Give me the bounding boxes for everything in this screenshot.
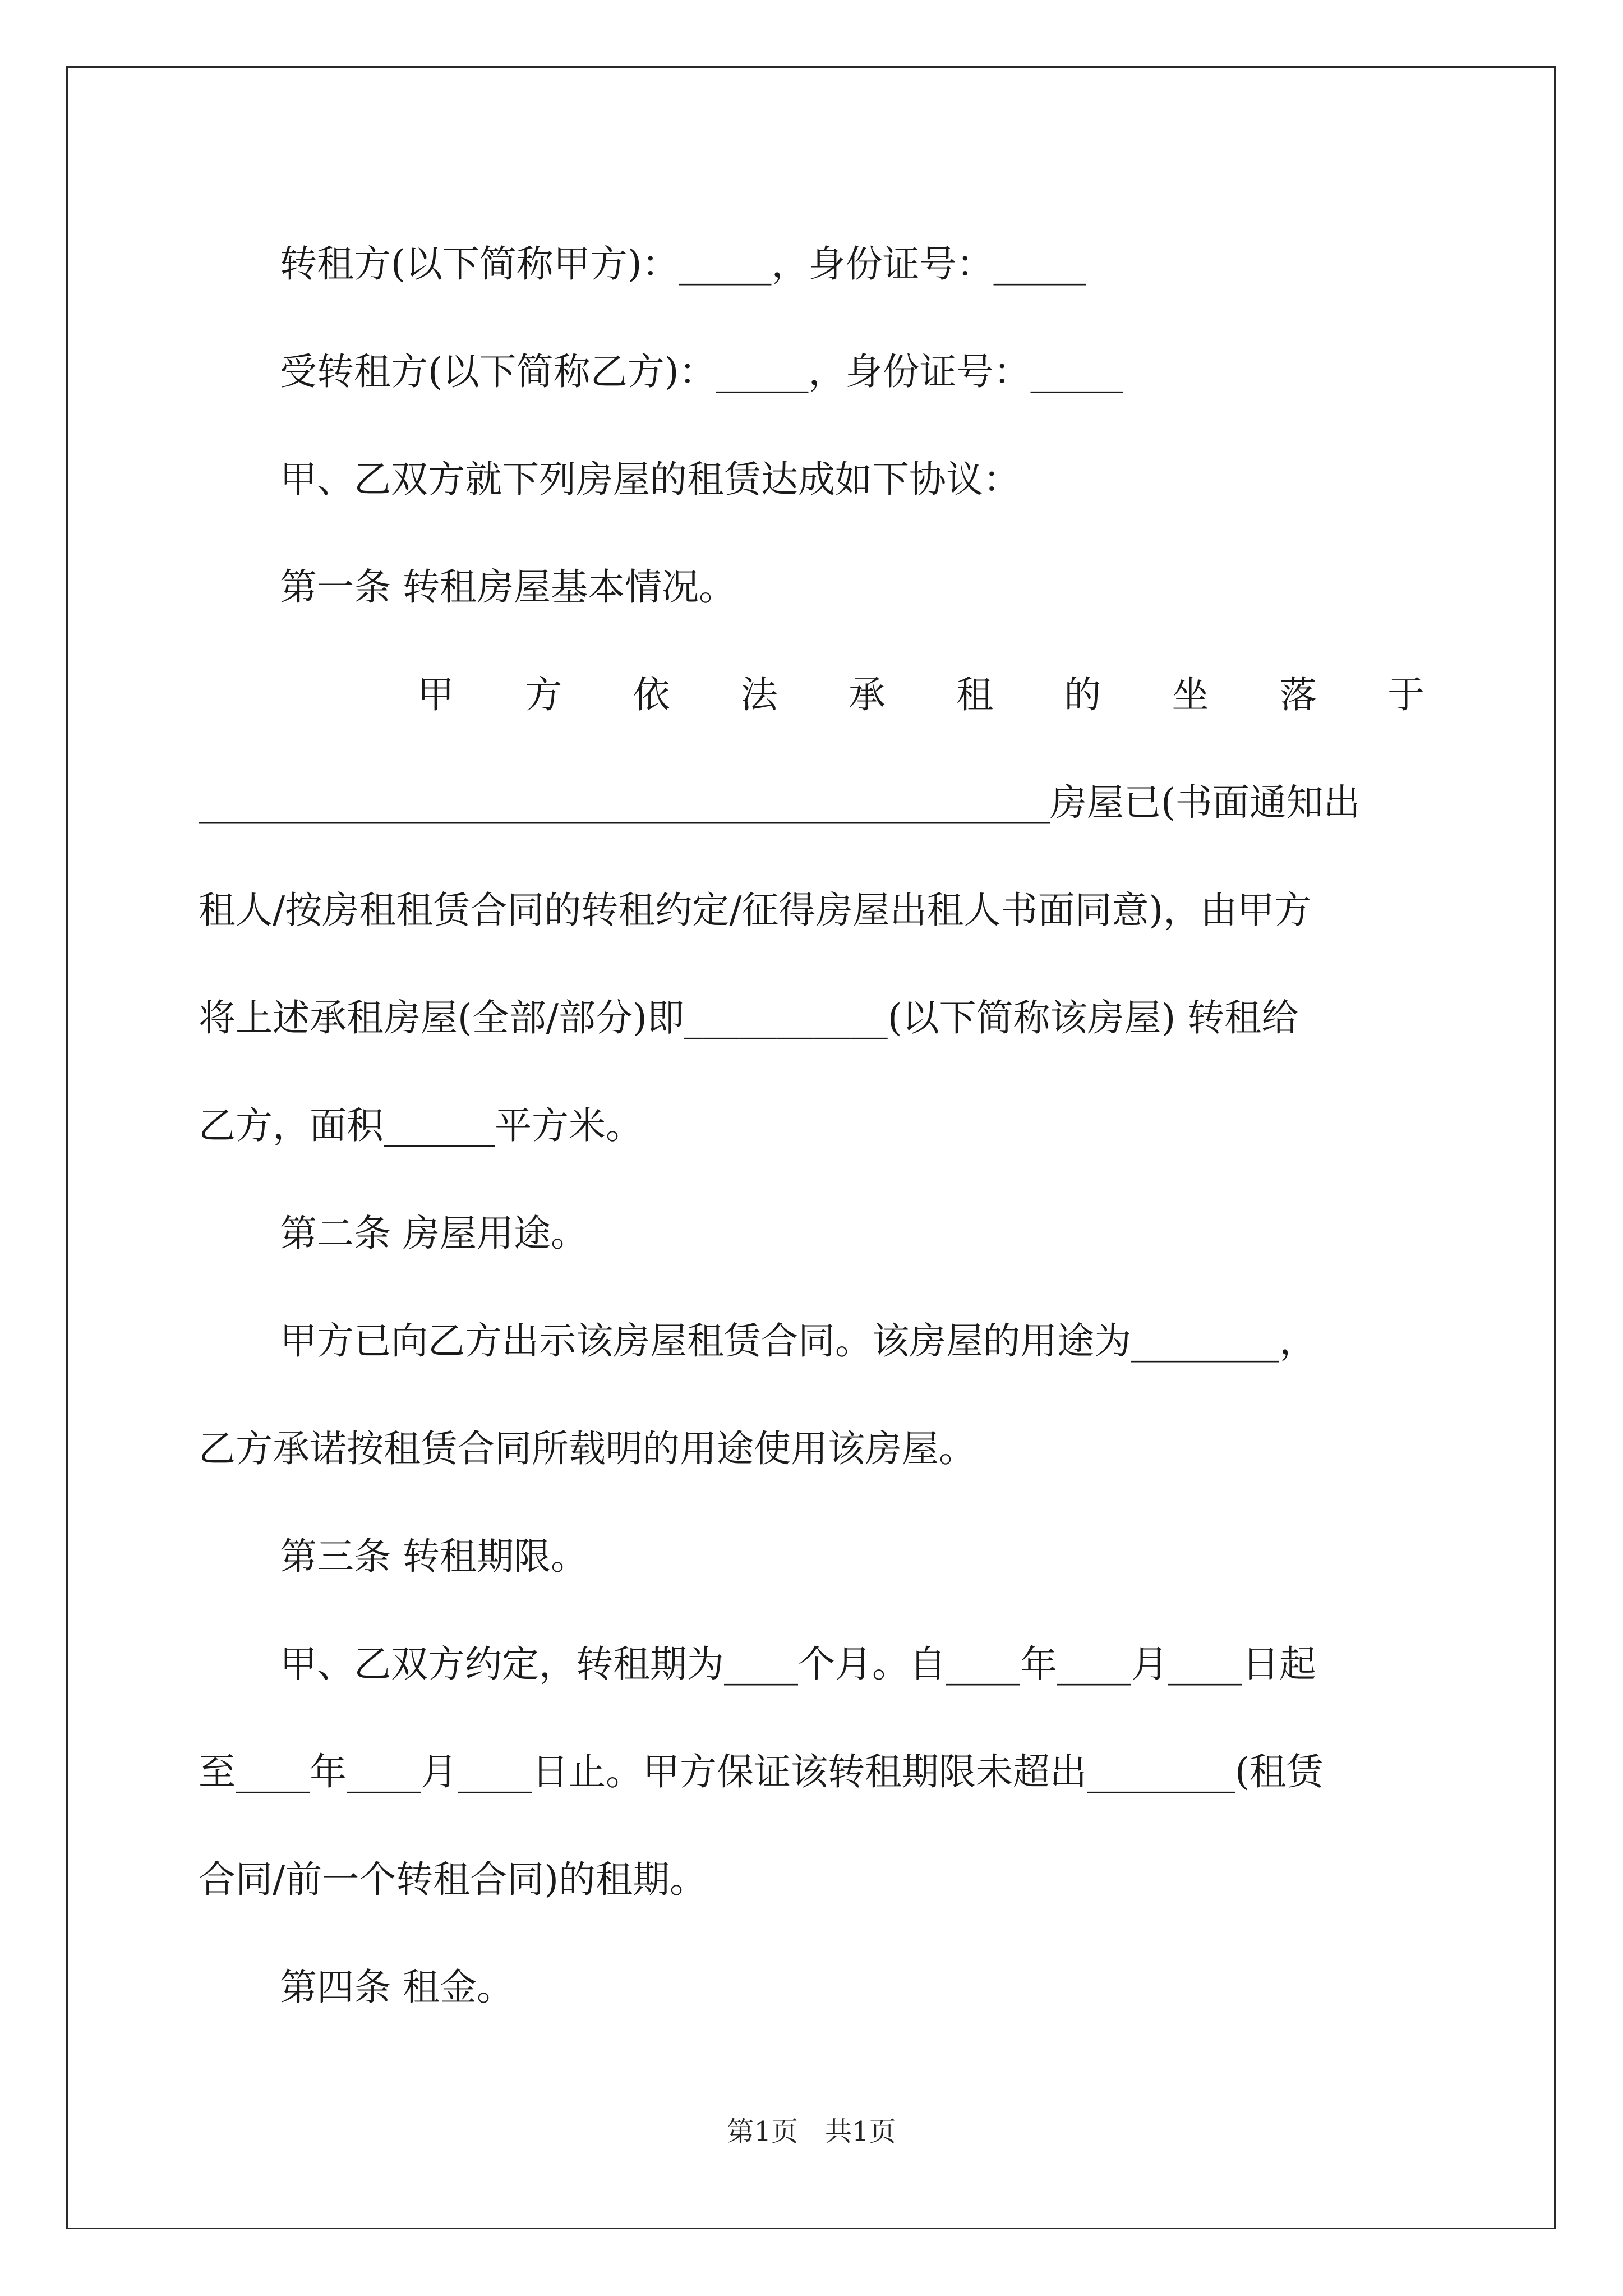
justified-char: 承 — [848, 673, 886, 716]
lessee-line: 受转租方(以下简称乙方)：_____，身份证号：_____ — [280, 350, 1123, 393]
article-4-title: 第四条 租金。 — [280, 1966, 514, 2009]
article-2-line: 乙方承诺按租赁合同所载明的用途使用该房屋。 — [199, 1427, 976, 1470]
article-3-title: 第三条 转租期限。 — [280, 1535, 588, 1578]
article-3-line: 合同/前一个转租合同)的租期。 — [199, 1858, 707, 1901]
article-1-line: 租人/按房租租赁合同的转租约定/征得房屋出租人书面同意)，由甲方 — [199, 889, 1312, 932]
article-1-line: 乙方，面积______平方米。 — [199, 1104, 643, 1147]
article-1-title: 第一条 转租房屋基本情况。 — [280, 565, 736, 609]
lessor-line: 转租方(以下简称甲方)：_____，身份证号：_____ — [280, 242, 1086, 286]
article-2-title: 第二条 房屋用途。 — [280, 1212, 588, 1255]
justified-char: 租 — [956, 673, 994, 716]
article-1-line: ______________________________________________房屋已(书面通知出 — [199, 781, 1361, 824]
justified-char: 坐 — [1172, 673, 1209, 716]
justified-char: 依 — [633, 673, 670, 716]
agreement-intro: 甲、乙双方就下列房屋的租赁达成如下协议： — [280, 458, 1020, 501]
article-3-line: 至____年____月____日止。甲方保证该转租期限未超出________(租赁 — [199, 1750, 1324, 1793]
justified-char: 落 — [1279, 673, 1317, 716]
document-body — [199, 210, 1424, 2041]
page-number: 第1页 共1页 — [727, 2116, 896, 2147]
article-1-line: 将上述承租房屋(全部/部分)即___________(以下简称该房屋) 转租给 — [199, 996, 1299, 1039]
justified-char: 的 — [1064, 673, 1101, 716]
article-2-line: 甲方已向乙方出示该房屋租赁合同。该房屋的用途为________， — [280, 1319, 1316, 1363]
justified-char: 法 — [740, 673, 778, 716]
article-1-justified-line — [199, 641, 1424, 749]
justified-char: 甲 — [417, 673, 454, 716]
justified-char: 于 — [1387, 673, 1424, 716]
article-3-line: 甲、乙双方约定，转租期为____个月。自____年____月____日起 — [280, 1642, 1316, 1686]
justified-char: 方 — [525, 673, 562, 716]
